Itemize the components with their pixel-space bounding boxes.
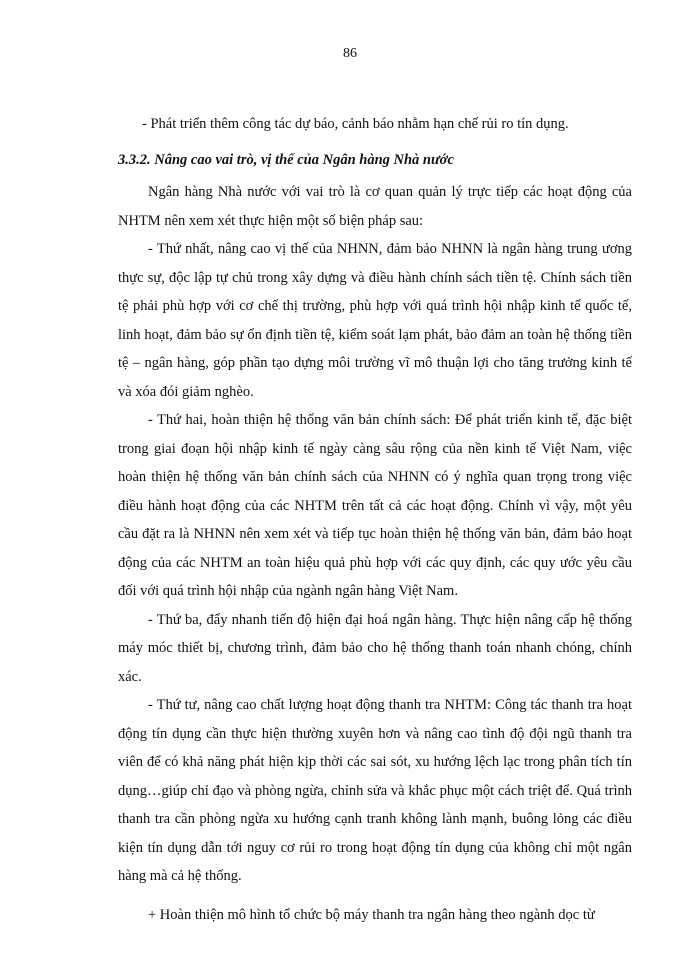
intro-paragraph: - Phát triển thêm công tác dự báo, cảnh báo nhằm hạn chế rủi ro tín dụng.: [142, 116, 569, 132]
document-body: [118, 110, 632, 929]
paragraph-third-measure: - Thứ ba, đẩy nhanh tiến độ hiện đại hoá ngân hàng. Thực hiện nâng cấp hệ thống máy móc thiết bị, chương trình, đảm bảo cho hệ thống thanh toán nhanh chóng, chính xác.: [118, 611, 632, 685]
paragraph-second-measure: - Thứ hai, hoàn thiện hệ thống văn bản chính sách: Để phát triển kinh tế, đặc biệt trong giai đoạn hội nhập kinh tế ngày càng sâu rộng của nền kinh tế Việt Nam, việc hoàn thiện hệ thống văn bản chính sách của NHNN có ý nghĩa quan trọng trong việc điều hành hoạt động của các NHTM trên tất cả các hoạt động. Chính vì vậy, một yêu cầu đặt ra là NHNN nên xem xét và tiếp tục hoàn thiện hệ thống văn bản, đảm bảo hoạt động của các NHTM an toàn hiệu quả phù hợp với các quy định, các quy ước yêu cầu đối với quá trình hội nhập của ngành ngân hàng Việt Nam.: [118, 412, 632, 599]
page-number: 86: [343, 46, 357, 61]
paragraph-first-measure: - Thứ nhất, nâng cao vị thế của NHNN, đảm bảo NHNN là ngân hàng trung ương thực sự, độc lập tự chủ trong xây dựng và điều hành chính sách tiền tệ. Chính sách tiền tệ phải phù hợp với cơ chế thị trường, phù hợp với quá trình hội nhập kinh tế quốc tế, linh hoạt, đảm bảo sự ổn định tiền tệ, kiểm soát lạm phát, bảo đảm an toàn hệ thống tiền tệ – ngân hàng, góp phần tạo dựng môi trường vĩ mô thuận lợi cho tăng trưởng kinh tế và xóa đói giảm nghèo.: [118, 241, 632, 400]
paragraph-continuation: + Hoàn thiện mô hình tổ chức bộ máy thanh tra ngân hàng theo ngành dọc từ: [148, 906, 595, 923]
section-heading: 3.3.2. Nâng cao vai trò, vị thế của Ngân hàng Nhà nước: [118, 151, 454, 168]
paragraph-fourth-measure: - Thứ tư, nâng cao chất lượng hoạt động thanh tra NHTM: Công tác thanh tra hoạt động tín dụng cần thực hiện thường xuyên hơn và nâng cao tình độ đội ngũ thanh tra viên để có khả năng phát hiện kịp thời các sai sót, xu hướng lệch lạc trong phân tích tín dụng…giúp chỉ đạo và phòng ngừa, chỉnh sửa và khắc phục một cách triệt để. Quá trình thanh tra cần phòng ngừa xu hướng cạnh tranh không lành mạnh, buông lỏng các điều kiện tín dụng dẫn tới nguy cơ rủi ro trong hoạt động tín dụng của không chỉ một ngân hàng mà cả hệ thống.: [118, 697, 632, 884]
paragraph-intro-nhnn: Ngân hàng Nhà nước với vai trò là cơ quan quản lý trực tiếp các hoạt động của NHTM nên xem xét thực hiện một số biện pháp sau:: [118, 184, 632, 229]
